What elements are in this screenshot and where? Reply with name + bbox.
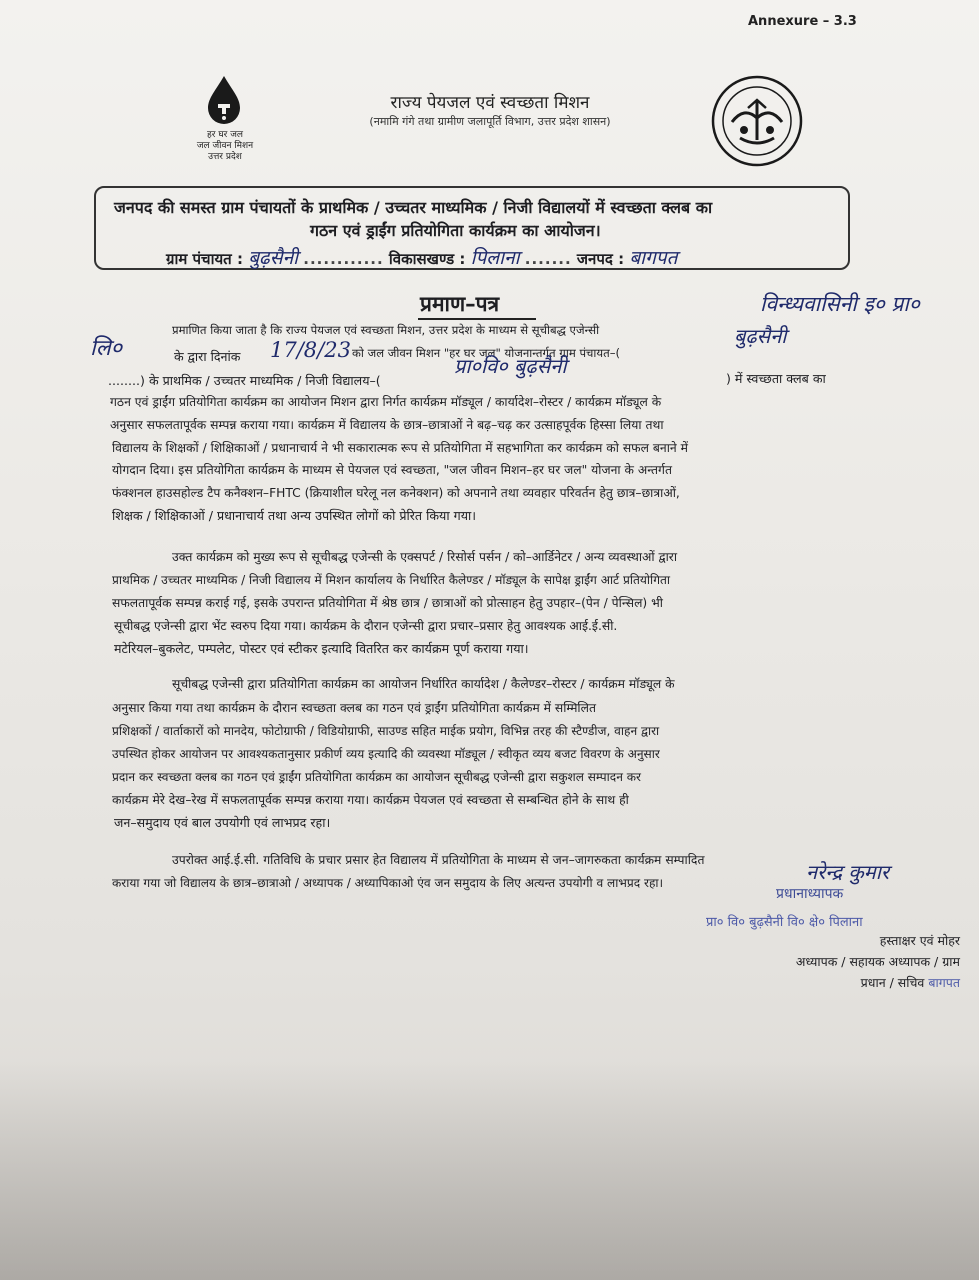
para1-line: विद्यालय के शिक्षकों / शिक्षिकाओं / प्रधानाचार्य ने भी सकारात्मक रूप से प्रतियोगिता में सहभागिता कर कार्यक्रम को सफल बनाने में [112, 441, 689, 455]
stamp-district: बागपत [928, 975, 960, 990]
para4-line: कराया गया जो विद्यालय के छात्र–छात्राओ / अध्यापक / अध्यापिकाओ एंव जन समुदाय के लिए अत्यन्त उपयोगी व लाभप्रद रहा। [112, 876, 664, 890]
subject-line-2: गठन एवं ड्राईंग प्रतियोगिता कार्यक्रम का आयोजन। [310, 221, 601, 240]
para3-line: उपस्थित होकर आयोजन पर आवश्यकतानुसार प्रकीर्ण व्यय इत्यादि की व्यवस्था मॉड्यूल / स्वीकृत व्यय बजट विवरण के अनुसार [112, 747, 660, 761]
signature-caption-line [680, 972, 960, 993]
para2-line: सफलतापूर्वक सम्पन्न कराई गई, इसके उपरान्त प्रतियोगिता में श्रेष्ठ छात्र / छात्राओं को प्रोत्साहन हेतु उपहार–(पेन / पेन्सिल) भी [112, 596, 663, 610]
para1-line: के द्वारा दिनांक [174, 349, 241, 364]
logo-caption [184, 130, 266, 163]
logo-line: हर घर जल [207, 130, 243, 140]
para1-line: योगदान दिया। इस प्रतियोगिता कार्यक्रम के माध्यम से पेयजल एवं स्वच्छता, "जल जीवन मिशन–हर घर जल" योजना के अन्तर्गत [112, 463, 672, 477]
para3-line: प्रदान कर स्वच्छता क्लब का गठन एवं ड्राईंग प्रतियोगिता कार्यक्रम का आयोजन सूचीबद्ध एजेन्सी द्वारा सकुशल सम्पादन कर [112, 770, 642, 784]
para3-line: सूचीबद्ध एजेन्सी द्वारा प्रतियोगिता कार्यक्रम का आयोजन निर्धारित कार्यादेश / कैलेण्डर–रोस्टर / कार्यक्रम मॉड्यूल के [172, 677, 675, 691]
para2-line: मटेरियल–बुकलेट, पम्पलेट, पोस्टर एवं स्टीकर इत्यादि वितरित कर कार्यक्रम पूर्ण कराया गया। [114, 641, 529, 656]
certificate-title: प्रमाण–पत्र [420, 292, 500, 316]
gram-panchayat-value: बुढ़सैनी [248, 247, 299, 269]
para1-line: फंक्शनल हाउसहोल्ड टैप कनैक्शन–FHTC (क्रियाशील घरेलू नल कनेक्शन) को अपनाने तथा व्यवहार परिवर्तन हेतु छात्र–छात्राओं, [112, 486, 680, 500]
org-subtitle: (नमामि गंगे तथा ग्रामीण जलापूर्ति विभाग, उत्तर प्रदेश शासन) [369, 115, 611, 128]
para1-line: अनुसार सफलतापूर्वक सम्पन्न कराया गया। कार्यक्रम में विद्यालय के छात्र–छात्राओं ने बढ़–चढ़ कर उत्साहपूर्वक हिस्सा लिया तथा [110, 418, 664, 432]
signature-caption-line: अध्यापक / सहायक अध्यापक / ग्राम [795, 954, 960, 969]
dotted-leader: ............ [303, 250, 384, 268]
up-government-seal-icon [710, 74, 804, 168]
para1-line: शिक्षक / शिक्षिकाओं / प्रधानाचार्य तथा अन्य उपस्थित लोगों को प्रेरित किया गया। [112, 508, 477, 523]
logo-line: उत्तर प्रदेश [208, 152, 242, 162]
signature-caption-line: हस्ताक्षर एवं मोहर [879, 933, 960, 948]
para1-line: को जल जीवन मिशन "हर घर जल" योजनान्तर्गत ग्राम पंचायत–( [352, 346, 621, 360]
handwritten-panchayat: बुढ़सैनी [734, 324, 787, 348]
title-underline [418, 318, 536, 320]
signature-caption-text: प्रधान / सचिव [860, 975, 925, 990]
block-label: विकासखण्ड : [388, 250, 466, 268]
para3-line: कार्यक्रम मेरे देख–रेख में सफलतापूर्वक सम्पन्न कराया गया। कार्यक्रम पेयजल एवं स्वच्छता से सम्बन्धित होने के साथ ही [112, 793, 629, 807]
handwritten-signature: नरेन्द्र कुमार [806, 860, 890, 884]
para1-line: प्रमाणित किया जाता है कि राज्य पेयजल एवं स्वच्छता मिशन, उत्तर प्रदेश के माध्यम से सूचीबद्ध एजेन्सी [172, 323, 600, 337]
stamp-school: प्रा० वि० बुढ़सैनी वि० क्षे० पिलाना [706, 915, 863, 930]
para1-line: ........) के प्राथमिक / उच्चतर माध्यमिक / निजी विद्यालय–( [108, 373, 381, 388]
signature-caption [680, 930, 960, 993]
para4-line: उपरोक्त आई.ई.सी. गतिविधि के प्रचार प्रसार हेत विद्यालय में प्रतियोगिता के माध्यम से जन–जागरुकता कार्यक्रम सम्पादित [172, 853, 705, 867]
stamp-designation: प्रधानाध्यापक [776, 886, 844, 902]
subject-box [94, 186, 850, 270]
subject-line-1: जनपद की समस्त ग्राम पंचायतों के प्राथमिक / उच्चतर माध्यमिक / निजी विद्यालयों में स्वच्छता क्लब का [114, 198, 713, 217]
dotted-leader: ....... [524, 250, 572, 268]
block-value: पिलाना [470, 247, 520, 269]
logo-line: जल जीवन मिशन [196, 141, 254, 151]
gram-panchayat-label: ग्राम पंचायत : [166, 250, 243, 268]
para3-line: जन–समुदाय एवं बाल उपयोगी एवं लाभप्रद रहा। [114, 815, 331, 830]
photo-shadow [0, 1060, 979, 1280]
para3-line: अनुसार किया गया तथा कार्यक्रम के दौरान स्वच्छता क्लब का गठन एवं ड्राईंग प्रतियोगिता कार्यक्रम में सम्मिलित [112, 701, 596, 715]
water-drop-icon [204, 74, 244, 126]
handwritten-school: प्रा०वि० बुढ़सैनी [454, 354, 567, 378]
para2-line: उक्त कार्यक्रम को मुख्य रूप से सूचीबद्ध एजेन्सी के एक्सपर्ट / रिसोर्स पर्सन / को–आर्डिनेटर / अन्य व्यवस्थाओं द्वारा [172, 550, 678, 564]
para2-line: प्राथमिक / उच्चतर माध्यमिक / निजी विद्यालय में मिशन कार्यालय के निर्धारित कैलेण्डर / मॉड्यूल के सापेक्ष ड्राईंग आर्ट प्रतियोगिता [112, 573, 671, 587]
annexure-label: Annexure – 3.3 [748, 14, 857, 29]
jal-jeevan-mission-logo [184, 74, 266, 164]
handwritten-agency-suffix: लि० [90, 336, 123, 361]
para2-line: सूचीबद्ध एजेन्सी द्वारा भेंट स्वरुप दिया गया। कार्यक्रम के दौरान एजेन्सी द्वारा प्रचार–प्रसार हेतु आवश्यक आई.ई.सी. [114, 619, 618, 633]
location-line [166, 244, 677, 270]
para3-line: प्रशिक्षकों / वार्ताकारों को मानदेय, फोटोग्राफी / विडियोग्राफी, साउण्ड सहित माईक प्रयोग, विभिन्न तरह की स्टैण्डीज, वाहन द्वारा [112, 724, 660, 738]
org-title: राज्य पेयजल एवं स्वच्छता मिशन [390, 93, 590, 113]
district-label: जनपद : [576, 250, 625, 268]
district-value: बागपत [629, 247, 678, 269]
para1-line: गठन एवं ड्राईंग प्रतियोगिता कार्यक्रम का आयोजन मिशन द्वारा निर्गत कार्यक्रम मॉड्यूल / कार्यादेश–रोस्टर / कार्यक्रम मॉड्यूल के [110, 395, 662, 409]
handwritten-date: 17/8/23 [270, 338, 351, 362]
handwritten-agency: विन्ध्यवासिनी इ० प्रा० [760, 292, 920, 316]
para1-line: ) में स्वच्छता क्लब का [726, 371, 826, 386]
